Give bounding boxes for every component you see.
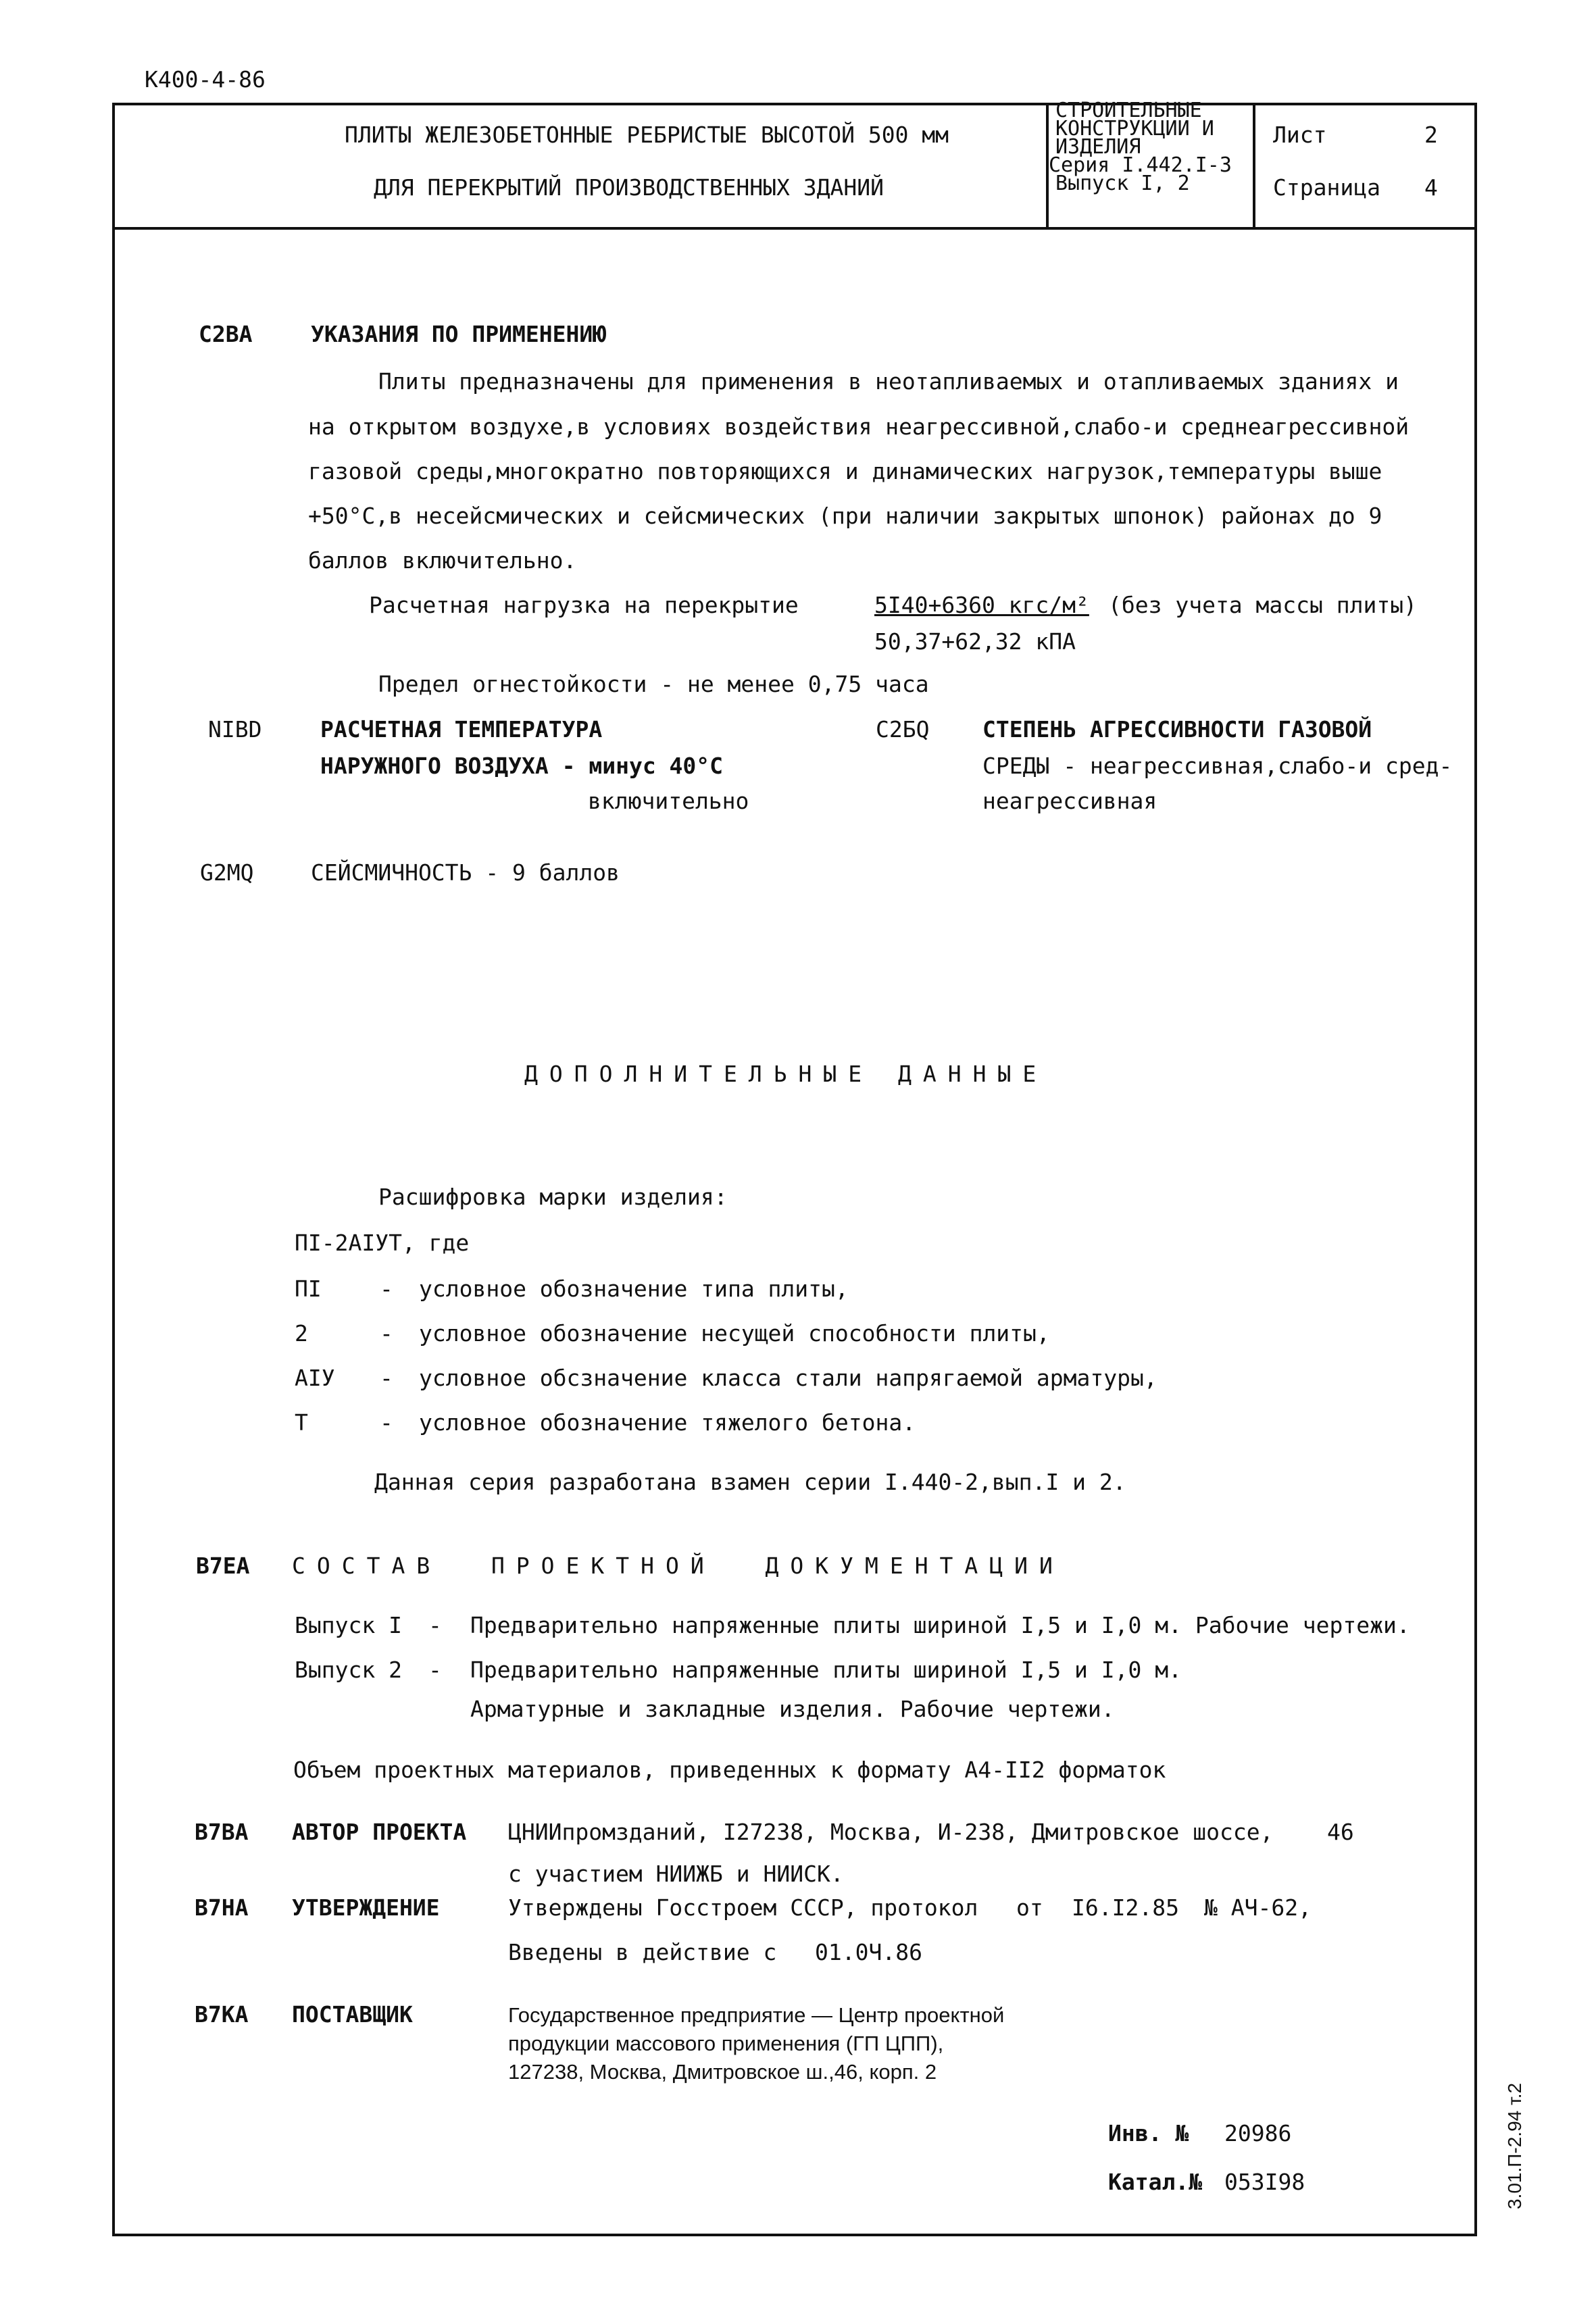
legend-text: условное обозначение тяжелого бетона.	[419, 1409, 916, 1436]
approval-effective-date: 01.0Ч.86	[815, 1939, 922, 1965]
legend-key: Т	[295, 1409, 308, 1436]
category-line3: ИЗДЕЛИЯ	[1055, 135, 1141, 159]
header-title-line1: ПЛИТЫ ЖЕЛЕЗОБЕТОННЫЕ РЕБРИСТЫЕ ВЫСОТОЙ 500 мм	[345, 122, 949, 148]
application-heading: УКАЗАНИЯ ПО ПРИМЕНЕНИЮ	[311, 321, 607, 347]
supplier-line3: 127238, Москва, Дмитровское ш.,46, корп. 2	[508, 2060, 937, 2084]
catalog-label: Катал.№	[1108, 2169, 1203, 2195]
legend-dash: -	[380, 1409, 393, 1436]
legend-text: условное обозначение несущей способности плиты,	[419, 1320, 1050, 1347]
seismic-code: G2MQ	[200, 859, 254, 886]
header-title-line2: ДЛЯ ПЕРЕКРЫТИЙ ПРОИЗВОДСТВЕННЫХ ЗДАНИЙ	[374, 174, 884, 201]
catalog-value: 053I98	[1224, 2169, 1305, 2195]
load-label: Расчетная нагрузка на перекрытие	[369, 592, 799, 618]
supplier-label: ПОСТАВЩИК	[292, 2001, 413, 2028]
issue1-dash: -	[428, 1612, 442, 1638]
fire-resistance: Предел огнестойкости - не менее 0,75 часа	[378, 671, 929, 697]
header-divider	[112, 227, 1474, 230]
category-line1: СТРОИТЕЛЬНЫЕ	[1055, 99, 1202, 122]
issue1-text: Предварительно напряженные плиты шириной I,5 и I,0 м. Рабочие чертежи.	[470, 1612, 1410, 1638]
load-value-kgs: 5I40+6360 кгс/м²	[874, 592, 1089, 618]
composition-code: В7ЕА	[196, 1553, 250, 1579]
legend-key: 2	[295, 1320, 308, 1347]
legend-dash: -	[380, 1320, 393, 1347]
document-code: К400-4-86	[145, 66, 266, 93]
aggressiveness-code: С2БQ	[876, 716, 930, 743]
author-house: 46	[1327, 1819, 1354, 1845]
application-para-line3: газовой среды,многократно повторяющихся и динамических нагрузок,температуры выше	[308, 458, 1382, 484]
aggressiveness-line2: СРЕДЫ - неагрессивная,слабо-и сред-	[982, 753, 1453, 779]
author-line1: ЦНИИпромзданий, I27238, Москва, И-238, Дмитровское шоссе,	[508, 1819, 1274, 1845]
page-value: 4	[1424, 174, 1438, 201]
approval-effective-prefix: Введены в действие с	[508, 1939, 777, 1965]
supplier-address	[508, 2001, 1004, 2086]
load-note: (без учета массы плиты)	[1108, 592, 1417, 618]
supplier-code: В7КА	[195, 2001, 249, 2028]
aggressiveness-line1: СТЕПЕНЬ АГРЕССИВНОСТИ ГАЗОВОЙ	[982, 716, 1372, 743]
volume-note: Объем проектных материалов, приведенных к формату А4-II2 форматок	[293, 1757, 1166, 1783]
temperature-code: NIBD	[208, 716, 262, 743]
issue2-label: Выпуск 2	[295, 1657, 402, 1683]
side-stamp: 3.01.П-2.94 т.2	[1504, 2082, 1525, 2209]
inventory-value: 20986	[1224, 2120, 1292, 2146]
approval-line1: Утверждены Госстроем СССР, протокол	[508, 1894, 978, 1921]
category-line2: КОНСТРУКЦИИ И	[1055, 117, 1214, 141]
issue2-dash: -	[428, 1657, 442, 1683]
supplier-line1: Государственное предприятие — Центр проектной	[508, 2003, 1005, 2027]
additional-heading: ДОПОЛНИТЕЛЬНЫЕ ДАННЫЕ	[524, 1061, 1048, 1087]
application-para-line2: на открытом воздухе,в условиях воздействия неагрессивной,слабо-и среднеагрессивной	[308, 413, 1410, 440]
temperature-line3: включительно	[588, 788, 749, 814]
legend-key: ПI	[295, 1276, 322, 1302]
approval-label: УТВЕРЖДЕНИЕ	[292, 1894, 440, 1921]
header-divider-v2	[1253, 103, 1255, 228]
legend-dash: -	[380, 1365, 393, 1391]
approval-number: № АЧ-62,	[1204, 1894, 1312, 1921]
legend-text: условное обозначение типа плиты,	[419, 1276, 849, 1302]
application-para-line4: +50°С,в несейсмических и сейсмических (при наличии закрытых шпонок) районах до 9	[308, 503, 1382, 529]
series-number: Серия I.442.I-3	[1049, 153, 1232, 177]
issue1-label: Выпуск I	[295, 1612, 402, 1638]
inventory-label: Инв. №	[1108, 2120, 1189, 2146]
legend-text: условное обсзначение класса стали напрягаемой арматуры,	[419, 1365, 1157, 1391]
issue2-text-line1: Предварительно напряженные плиты шириной I,5 и I,0 м.	[470, 1657, 1182, 1683]
replacement-note: Данная серия разработана взамен серии I.440-2,вып.I и 2.	[374, 1469, 1126, 1495]
seismic-text: СЕЙСМИЧНОСТЬ - 9 баллов	[311, 859, 620, 886]
application-code: С2ВА	[199, 321, 253, 347]
author-label: АВТОР ПРОЕКТА	[292, 1819, 467, 1845]
header-category	[1049, 99, 1232, 195]
mark-example: ПI-2АIУТ, где	[295, 1230, 470, 1256]
author-code: В7ВА	[195, 1819, 249, 1845]
page-label: Страница	[1273, 174, 1380, 201]
mark-intro: Расшифровка марки изделия:	[378, 1184, 728, 1210]
issue-number: Выпуск I, 2	[1055, 172, 1190, 195]
issue2-text-line2: Арматурные и закладные изделия. Рабочие чертежи.	[470, 1696, 1115, 1722]
legend-key: АIУ	[295, 1365, 335, 1391]
sheet-label: Лист	[1273, 122, 1327, 148]
load-value-kpa: 50,37+62,32 кПА	[874, 628, 1076, 655]
sheet-value: 2	[1424, 122, 1438, 148]
approval-code: В7НА	[195, 1894, 249, 1921]
application-para-line1: Плиты предназначены для применения в неотапливаемых и отапливаемых зданиях и	[378, 368, 1399, 395]
temperature-line2: НАРУЖНОГО ВОЗДУХА - минус 40°С	[320, 753, 724, 779]
approval-date: I6.I2.85	[1072, 1894, 1179, 1921]
legend-dash: -	[380, 1276, 393, 1302]
composition-heading: СОСТАВ ПРОЕКТНОЙ ДОКУМЕНТАЦИИ	[292, 1553, 1064, 1579]
temperature-line1: РАСЧЕТНАЯ ТЕМПЕРАТУРА	[320, 716, 603, 743]
supplier-line2: продукции массового применения (ГП ЦПП),	[508, 2032, 944, 2055]
aggressiveness-line3: неагрессивная	[982, 788, 1157, 814]
approval-date-prefix: от	[1016, 1894, 1043, 1921]
author-line2: с участием НИИЖБ и НИИСК.	[508, 1861, 844, 1887]
application-para-line5: баллов включительно.	[308, 547, 577, 574]
